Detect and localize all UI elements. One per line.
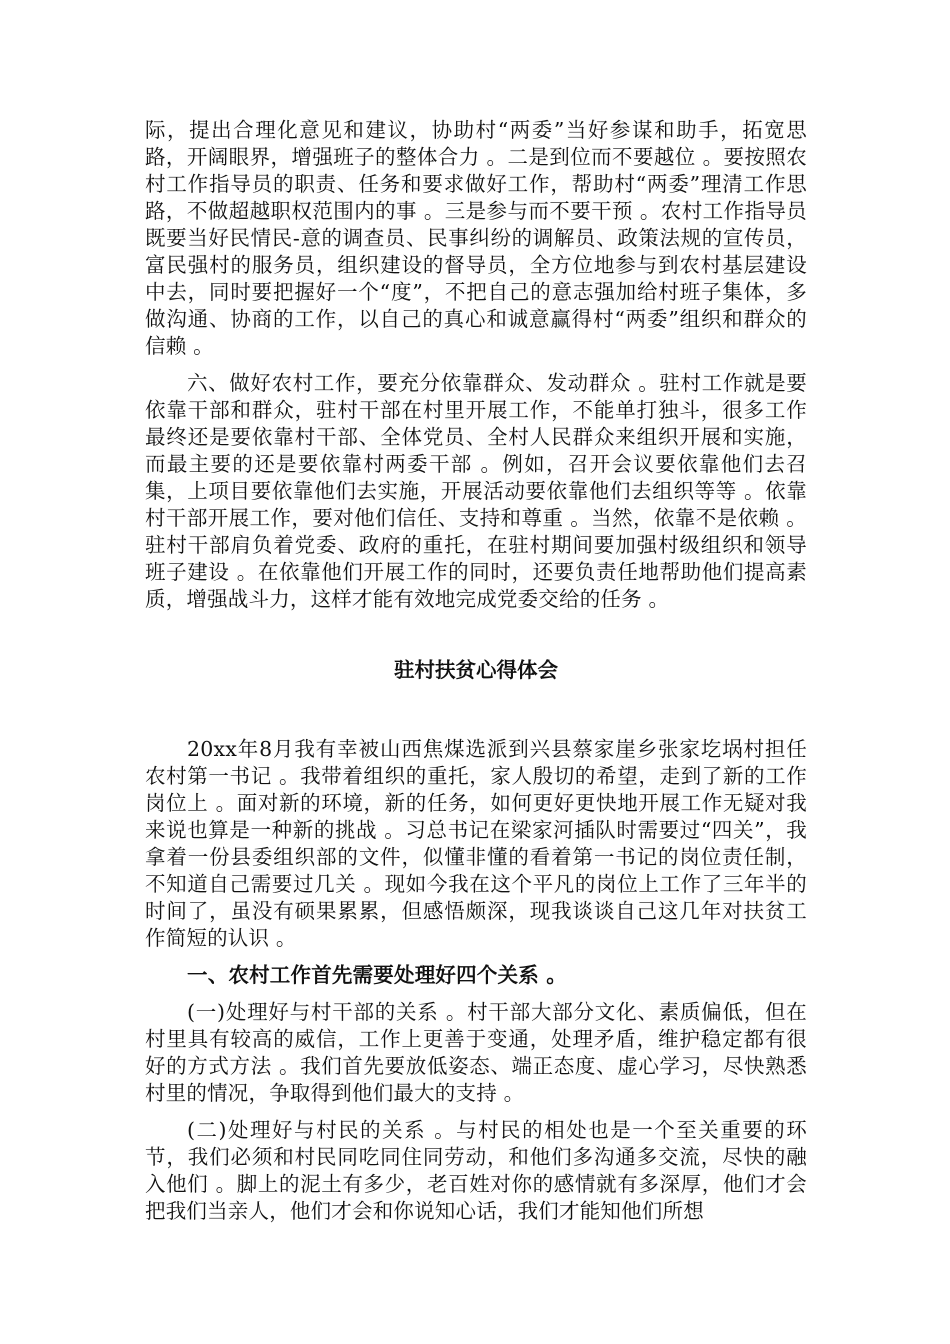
subsection-two: (二)处理好与村民的关系 。与村民的相处也是一个至关重要的环节，我们必须和村民同吃同住同劳动，和他们多沟通多交流，尽快的融入他们 。脚上的泥土有多少，老百姓对你的感情就有多深厚，他们才会把我们当亲人，他们才会和你说知心话，我们才能知他们所想 (145, 1118, 807, 1223)
article-title: 驻村扶贫心得体会 (394, 658, 558, 682)
paragraph-six: 六、做好农村工作，要充分依靠群众、发动群众 。驻村工作就是要依靠干部和群众，驻村干部在村里开展工作，不能单打独斗，很多工作最终还是要依靠村干部、全体党员、全村人民群众来组织开展和实施，而最主要的还是要依靠村两委干部 。例如，召开会议要依靠他们去召集，上项目要依靠他们去实施，开展活动要依靠他们去组织等等 。依靠村干部开展工作，要对他们信任、支持和尊重 。当然，依靠不是依赖 。驻村干部肩负着党委、政府的重托，在驻村期间要加强村级组织和领导班子建设 。在依靠他们开展工作的同时，还要负责任地帮助他们提高素质，增强战斗力，这样才能有效地完成党委交给的任务 。 (145, 371, 807, 611)
article-body (145, 736, 807, 1225)
intro-paragraph: 20xx年8月我有幸被山西焦煤选派到兴县蔡家崖乡张家圪埚村担任农村第一书记 。我带着组织的重托，家人殷切的希望，走到了新的工作岗位上 。面对新的环境，新的任务，如何更好更快地开展工作无疑对我来说也算是一种新的挑战 。习总书记在梁家河插队时需要过“四关”，我拿着一份县委组织部的文件，似懂非懂的看着第一书记的岗位责任制，不知道自己需要过几关 。现如今我在这个平凡的岗位上工作了三年半的时间了，虽没有硕果累累，但感悟颇深，现我谈谈自己这几年对扶贫工作简短的认识 。 (145, 737, 807, 950)
section-heading-one: 一、农村工作首先需要处理好四个关系 。 (187, 963, 567, 987)
subsection-one: (一)处理好与村干部的关系 。村干部大部分文化、素质偏低，但在村里具有较高的威信，工作上更善于变通，处理矛盾，维护稳定都有很好的方式方法 。我们首先要放低姿态、端正态度、虚心学习，尽快熟悉村里的情况，争取得到他们最大的支持 。 (145, 1000, 807, 1105)
continued-paragraph: 际，提出合理化意见和建议，协助村“两委”当好参谋和助手，拓宽思路，开阔眼界，增强班子的整体合力 。二是到位而不要越位 。要按照农村工作指导员的职责、任务和要求做好工作，帮助村“两委”理清工作思路，不做超越职权范围内的事 。三是参与而不要干预 。农村工作指导员既要当好民情民-意的调查员、民事纠纷的调解员、政策法规的宣传员，富民强村的服务员，组织建设的督导员，全方位地参与到农村基层建设中去，同时要把握好一个“度”，不把自己的意志强加给村班子集体，多做沟通、协商的工作，以自己的真心和诚意赢得村“两委”组织和群众的信赖 。 (145, 118, 807, 358)
top-section (145, 117, 807, 613)
